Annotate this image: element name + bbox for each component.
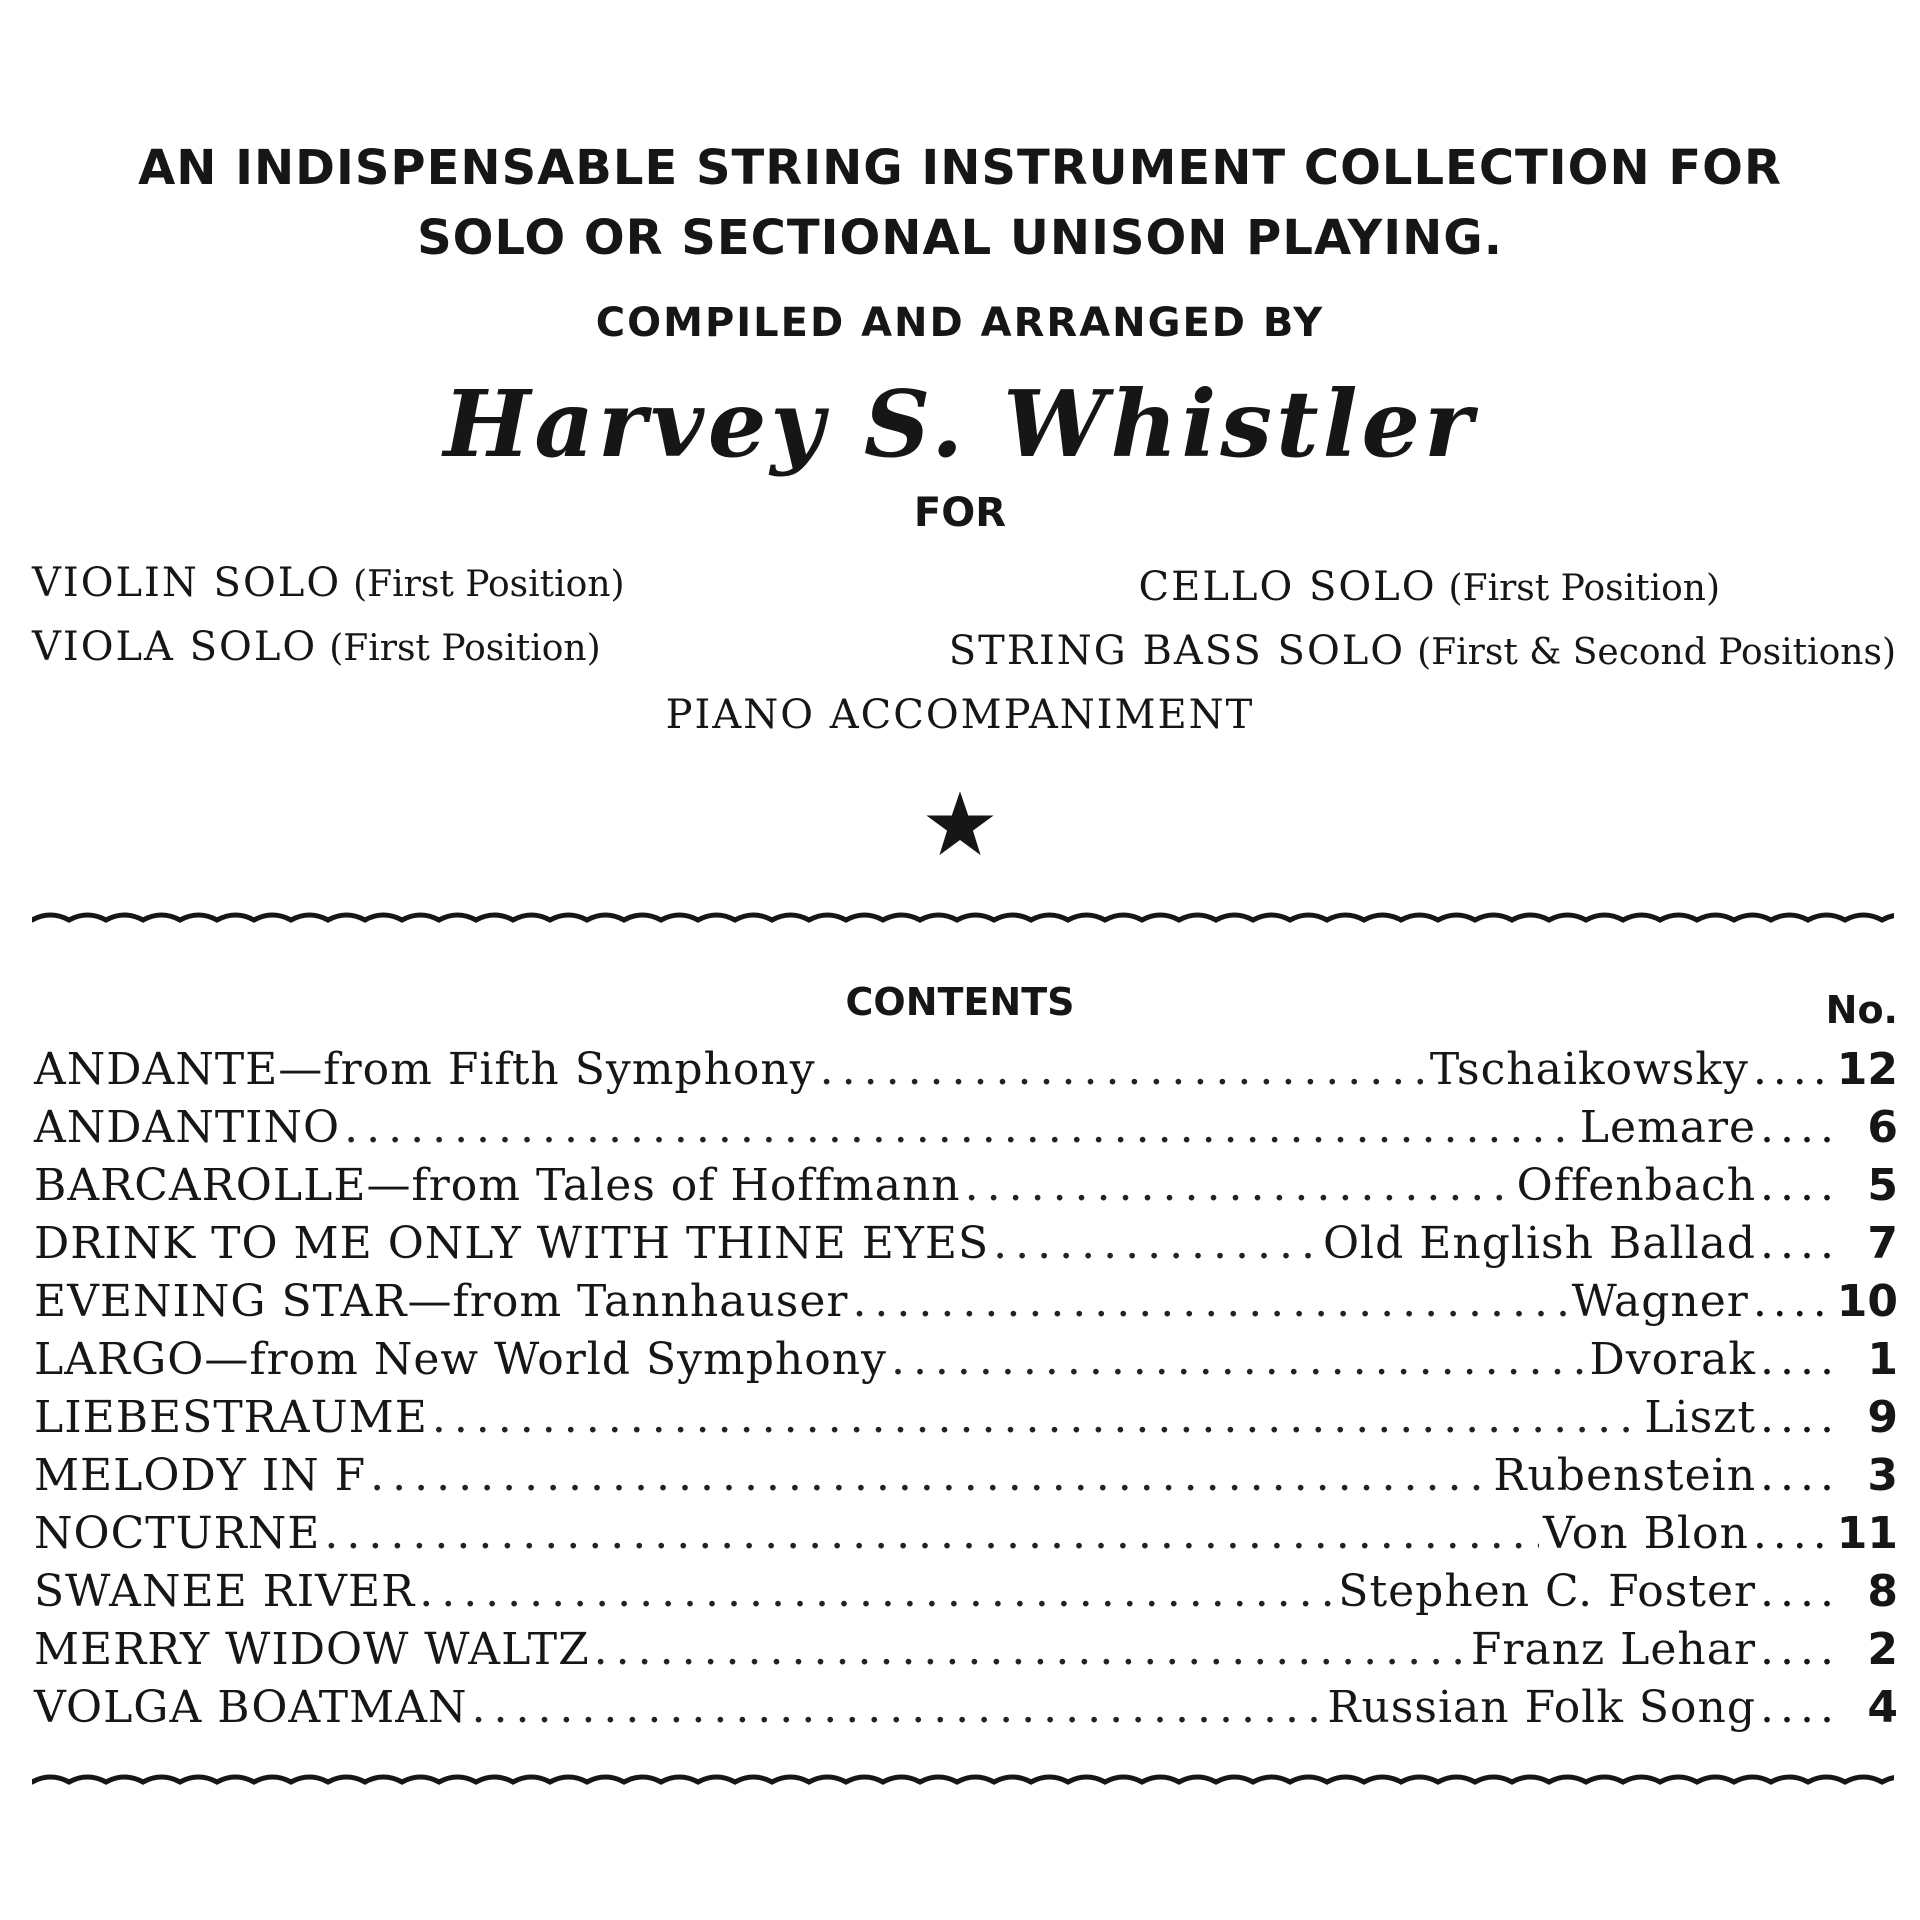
- contents-entry: [34, 1392, 1898, 1450]
- collection-title-line-1: AN INDISPENSABLE STRING INSTRUMENT COLLECTION FOR: [138, 140, 1782, 196]
- collection-title-line-2: SOLO OR SECTIONAL UNISON PLAYING.: [417, 210, 1503, 266]
- arranger-signature: Harvey S. Whistler: [443, 370, 1477, 478]
- entry-title: LIEBESTRAUME: [34, 1392, 428, 1443]
- entry-title: SWANEE RIVER: [34, 1566, 416, 1617]
- entry-composer: Dvorak: [1589, 1334, 1757, 1385]
- leader-dots: [965, 1160, 1513, 1211]
- entry-composer: Lemare: [1579, 1102, 1757, 1153]
- leader-dots: [993, 1218, 1319, 1269]
- contents-entry: [34, 1102, 1898, 1160]
- instrument-string-bass: [949, 628, 1896, 674]
- leader-dots: [1760, 1682, 1840, 1733]
- contents-entry: [34, 1566, 1898, 1624]
- leader-dots: [1753, 1044, 1833, 1095]
- entry-number: 4: [1867, 1682, 1898, 1733]
- entry-composer: Wagner: [1571, 1276, 1749, 1327]
- instrument-name: VIOLA SOLO: [32, 624, 318, 670]
- leader-dots: [852, 1276, 1567, 1327]
- instrument-name: STRING BASS SOLO: [948, 628, 1406, 674]
- instrument-name: VIOLIN SOLO: [32, 560, 342, 606]
- entry-composer: Franz Lehar: [1470, 1624, 1757, 1675]
- leader-dots: [432, 1392, 1640, 1443]
- for-label: FOR: [913, 490, 1007, 536]
- entry-number: 7: [1867, 1218, 1898, 1269]
- contents-entry: [34, 1044, 1898, 1102]
- leader-dots: [1760, 1218, 1840, 1269]
- leader-dots: [1760, 1392, 1840, 1443]
- contents-entry: [34, 1218, 1898, 1276]
- entry-title: BARCAROLLE—from Tales of Hoffmann: [34, 1160, 961, 1211]
- leader-dots: [370, 1450, 1489, 1501]
- contents-entry: [34, 1508, 1898, 1566]
- leader-dots: [891, 1334, 1586, 1385]
- instrument-position: (First Position): [1448, 568, 1720, 609]
- entry-title: NOCTURNE: [34, 1508, 321, 1559]
- contents-entry: [34, 1276, 1898, 1334]
- leader-dots: [1753, 1508, 1833, 1559]
- instrument-position: (First Position): [329, 628, 601, 669]
- instrument-piano: [0, 692, 1920, 738]
- leader-dots: [1760, 1334, 1840, 1385]
- wavy-divider-bottom: [32, 1762, 1894, 1798]
- entry-number: 2: [1867, 1624, 1898, 1675]
- entry-number: 8: [1867, 1566, 1898, 1617]
- instrument-position: (First Position): [353, 564, 625, 605]
- leader-dots: [1760, 1160, 1840, 1211]
- entry-title: ANDANTINO: [34, 1102, 341, 1153]
- contents-list: [34, 1044, 1898, 1740]
- entry-composer: Rubenstein: [1493, 1450, 1757, 1501]
- contents-entry: [34, 1682, 1898, 1740]
- contents-entry: [34, 1450, 1898, 1508]
- instrument-viola: [32, 624, 601, 670]
- entry-title: DRINK TO ME ONLY WITH THINE EYES: [34, 1218, 990, 1269]
- number-column-header: No.: [1825, 988, 1898, 1032]
- entry-title: VOLGA BOATMAN: [34, 1682, 468, 1733]
- contents-entry: [34, 1334, 1898, 1392]
- entry-composer: Offenbach: [1516, 1160, 1757, 1211]
- entry-title: MELODY IN F: [34, 1450, 367, 1501]
- leader-dots: [1760, 1102, 1840, 1153]
- entry-number: 5: [1867, 1160, 1898, 1211]
- instrument-name: PIANO ACCOMPANIMENT: [665, 692, 1255, 738]
- compiled-by-label: COMPILED AND ARRANGED BY: [595, 300, 1325, 346]
- entry-title: MERRY WIDOW WALTZ: [34, 1624, 590, 1675]
- entry-number: 1: [1867, 1334, 1898, 1385]
- entry-composer: Old English Ballad: [1322, 1218, 1757, 1269]
- leader-dots: [820, 1044, 1426, 1095]
- entry-number: 3: [1867, 1450, 1898, 1501]
- star-icon: [925, 790, 995, 860]
- entry-number: 12: [1836, 1044, 1898, 1095]
- leader-dots: [594, 1624, 1467, 1675]
- leader-dots: [419, 1566, 1334, 1617]
- instrument-violin: [32, 560, 625, 606]
- contents-entry: [34, 1624, 1898, 1682]
- instrument-cello: [1139, 564, 1720, 610]
- contents-heading: CONTENTS: [845, 980, 1075, 1024]
- leader-dots: [324, 1508, 1539, 1559]
- contents-entry: [34, 1160, 1898, 1218]
- instrument-name: CELLO SOLO: [1138, 564, 1437, 610]
- entry-composer: Von Blon: [1543, 1508, 1749, 1559]
- entry-composer: Stephen C. Foster: [1338, 1566, 1757, 1617]
- entry-number: 11: [1836, 1508, 1898, 1559]
- entry-title: ANDANTE—from Fifth Symphony: [34, 1044, 816, 1095]
- entry-number: 9: [1867, 1392, 1898, 1443]
- leader-dots: [1760, 1450, 1840, 1501]
- leader-dots: [1760, 1566, 1840, 1617]
- entry-number: 10: [1836, 1276, 1898, 1327]
- instrument-position: (First & Second Positions): [1417, 632, 1896, 673]
- wavy-divider-top: [32, 900, 1894, 936]
- leader-dots: [1760, 1624, 1840, 1675]
- entry-composer: Russian Folk Song: [1327, 1682, 1757, 1733]
- entry-composer: Liszt: [1644, 1392, 1757, 1443]
- entry-title: EVENING STAR—from Tannhauser: [34, 1276, 849, 1327]
- leader-dots: [1753, 1276, 1833, 1327]
- entry-number: 6: [1867, 1102, 1898, 1153]
- leader-dots: [471, 1682, 1323, 1733]
- entry-title: LARGO—from New World Symphony: [34, 1334, 887, 1385]
- entry-composer: Tschaikowsky: [1429, 1044, 1749, 1095]
- leader-dots: [344, 1102, 1576, 1153]
